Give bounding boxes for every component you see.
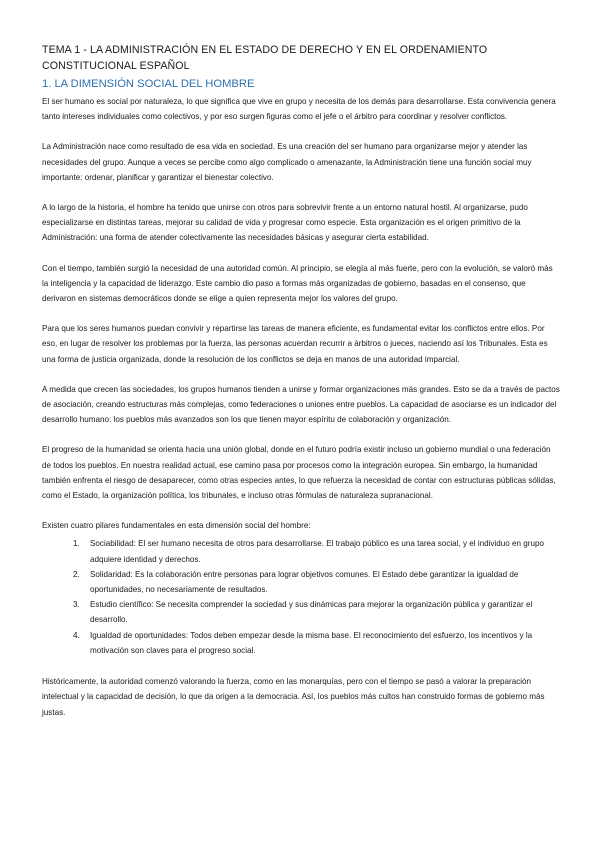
paragraph: A lo largo de la historia, el hombre ha tenido que unirse con otros para sobrevivir frente a un entorno natural hostil. Al organizarse, pudo especializarse en distintas tareas, mejorar su calidad de vida y progresar como especie. Esta organización es el origen primitivo de la Administración: una forma de atender colectivamente las necesidades básicas y asegurar cierta estabilidad. <box>42 203 528 243</box>
pillar-item: 4. Igualdad de oportunidades: Todos deben empezar desde la misma base. El reconocimiento del esfuerzo, los incentivos y la motivación son claves para el progreso social. <box>82 628 560 658</box>
paragraph: El progreso de la humanidad se orienta hacia una unión global, donde en el futuro podría existir incluso un gobierno mundial o una federación de todos los pueblos. En nuestra realidad actual, ese camino pasa por procesos como la integración europea. Sin embargo, la humanidad también enfrenta el riesgo de desaparecer, como otras especies antes, lo que refuerza la necesidad de contar con estructuras públicas sólidas, como el Estado, la organización política, los tribunales, e incluso otras fórmulas de naturaleza supranacional. <box>42 445 556 501</box>
paragraph: El ser humano es social por naturaleza, lo que significa que vive en grupo y necesita de los demás para desarrollarse. Esta convivencia genera tanto intereses individuales como colectivos, y por eso surgen figuras como el jefe o el árbitro para coordinar y resolver conflictos. <box>42 97 556 122</box>
paragraph: A medida que crecen las sociedades, los grupos humanos tienden a unirse y formar organizaciones más grandes. Esto se da a través de pactos de asociación, creando estructuras más complejas, como federaciones o uniones entre pueblos. La capacidad de asociarse es un indicador del desarrollo humano: los pueblos más avanzados son los que tienen mayor espíritu de colaboración y organización. <box>42 384 560 425</box>
paragraph: La Administración nace como resultado de esa vida en sociedad. Es una creación del ser humano para organizarse mejor y atender las necesidades del grupo. Aunque a veces se percibe como algo complicado o amenazante, la Administración tiene una función social muy importante: ordenar, planificar y garantizar el bienestar colectivo. <box>42 142 532 182</box>
pillars-intro: Existen cuatro pilares fundamentales en esta dimensión social del hombre: <box>42 521 311 531</box>
document-title: TEMA 1 - LA ADMINISTRACIÓN EN EL ESTADO DE DERECHO Y EN EL ORDENAMIENTO CONSTITUCIONAL ESPAÑOL <box>42 44 488 72</box>
section-heading: 1. LA DIMENSIÓN SOCIAL DEL HOMBRE <box>42 78 255 90</box>
pillar-item: 2. Solidaridad: Es la colaboración entre personas para lograr objetivos comunes. El Estado debe garantizar la igualdad de oportunidades, no necesariamente de resultados. <box>82 567 560 597</box>
pillar-item: 1. Sociabilidad: El ser humano necesita de otros para desarrollarse. El trabajo público es una tarea social, y el individuo en grupo adquiere identidad y derechos. <box>82 536 560 566</box>
pillar-item: 3. Estudio científico: Se necesita comprender la sociedad y sus dinámicas para mejorar la organización pública y garantizar el desarrollo. <box>82 597 560 627</box>
paragraph: Con el tiempo, también surgió la necesidad de una autoridad común. Al principio, se elegía al más fuerte, pero con la evolución, se valoró más la inteligencia y la capacidad de liderazgo. Este cambio dio paso a formas más organizadas de gobierno, basadas en el consenso, que derivaron en sistemas democráticos donde se elige a quien representa mejor los valores del grupo. <box>42 263 553 304</box>
closing-paragraph: Históricamente, la autoridad comenzó valorando la fuerza, como en las monarquías, pero con el tiempo se pasó a valorar la preparación intelectual y la capacidad de decisión, lo que da origen a la democracia. Así, los pueblos más cultos han construido formas de gobierno más justas. <box>42 677 545 717</box>
pillars-list <box>42 536 560 658</box>
paragraph: Para que los seres humanos puedan convivir y repartirse las tareas de manera eficiente, es fundamental evitar los conflictos entre ellos. Por eso, en lugar de resolver los problemas por la fuerza, las personas acuerdan recurrir a árbitros o jueces, naciendo así los Tribunales. Esta es una forma de justicia organizada, donde la resolución de los conflictos se deja en manos de una autoridad imparcial. <box>42 324 548 364</box>
